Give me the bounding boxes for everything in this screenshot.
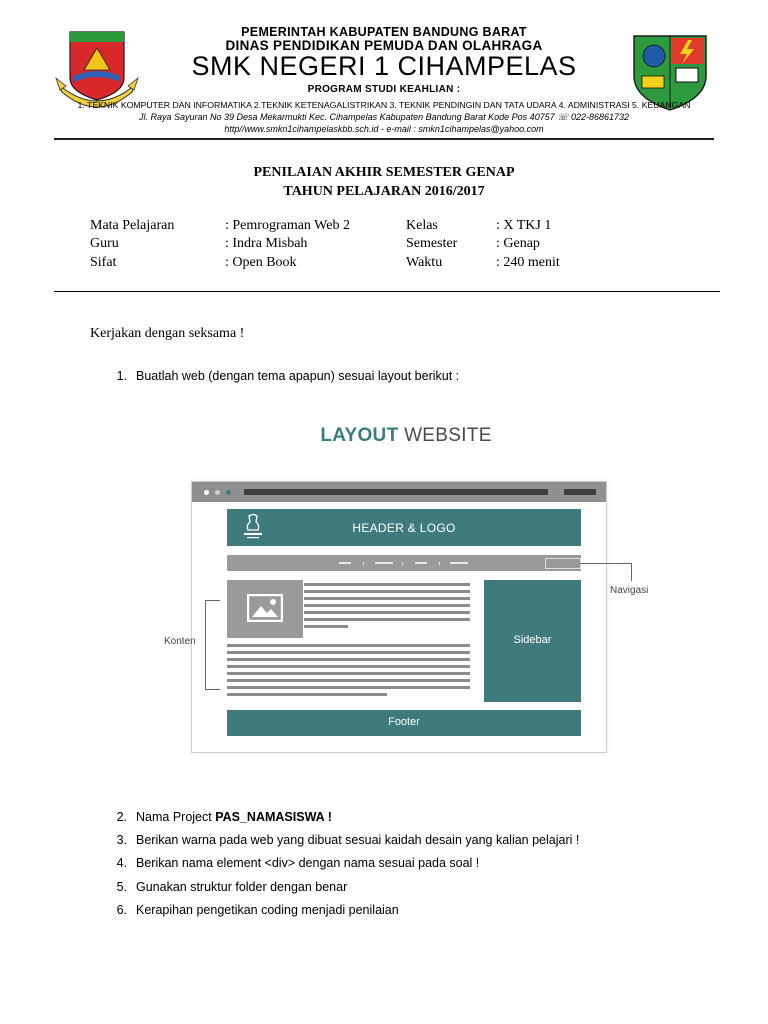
content-image-placeholder [227,580,303,638]
footer-block [227,710,581,736]
content-text-line [227,686,470,689]
navigation-bar [227,555,581,571]
nav-menu-item [339,562,351,564]
content-text-line [304,611,470,614]
exam-title: PENILAIAN AKHIR SEMESTER GENAP [253,165,515,180]
info-value-subject: : Pemrograman Web 2 [225,218,350,233]
department-name: DINAS PENDIDIKAN PEMUDA DAN OLAHRAGA [225,38,543,53]
window-dot-icon [215,490,220,495]
item-number: 5. [116,880,127,894]
program-heading: PROGRAM STUDI KEAHLIAN : [307,84,461,95]
nav-menu-item [375,562,393,564]
content-text-line [304,618,470,621]
info-label-class: Kelas [406,218,438,233]
item-text-plain: Nama Project [136,810,216,824]
window-dot-icon [226,490,231,495]
info-value-teacher: : Indra Misbah [225,236,308,251]
government-name: PEMERINTAH KABUPATEN BANDUNG BARAT [241,25,527,39]
header-label: HEADER & LOGO [352,521,456,535]
item-text: Gunakan struktur folder dengan benar [136,880,348,894]
content-text-line [227,658,470,661]
item-number: 1. [116,369,127,383]
info-label-nature: Sifat [90,255,117,270]
item-text: Berikan nama element <div> dengan nama sesuai pada soal ! [136,856,480,870]
school-address: Jl. Raya Sayuran No 39 Desa Mekarmukti Kec. Cihampelas Kabupaten Bandung Barat Kode Pos 40757 ☏ 022-86861732 [138,112,630,122]
content-text-line [227,665,470,668]
nav-separator [439,562,440,565]
item-number: 6. [116,903,127,917]
content-text-line [227,644,470,647]
academic-year: TAHUN PELAJARAN 2016/2017 [283,184,485,199]
window-dot-icon [204,490,209,495]
info-divider [54,291,720,292]
nav-search-box [545,558,581,569]
info-value-semester: : Genap [496,236,540,251]
school-contact: http//www.smkn1cihampelaskbb.sch.id - e-mail : smkn1cihampelas@yahoo.com [224,124,544,134]
sidebar-block [484,580,581,702]
sidebar-label: Sidebar [513,634,552,646]
content-text-line [227,672,470,675]
content-text-line [304,625,348,628]
content-text-line [304,583,470,586]
letterhead-divider [54,138,714,140]
content-annotation: Konten [164,636,196,647]
item-number: 4. [116,856,127,870]
item-text: Berikan warna pada web yang dibuat sesuai kaidah desain yang kalian pelajari ! [136,833,580,847]
item-number: 3. [116,833,127,847]
project-name: PAS_NAMASISWA ! [215,810,332,824]
navigation-annotation: Navigasi [610,585,649,596]
figure-title-bold: LAYOUT [320,425,399,446]
browser-titlebar [192,482,606,502]
browser-controls [564,489,596,495]
footer-label: Footer [388,716,420,728]
program-list: 1. TEKNIK KOMPUTER DAN INFORMATIKA 2.TEKNIK KETENAGALISTRIKAN 3. TEKNIK PENDINGIN DAN TATA UDARA 4. ADMINISTRASI 5. KEUANGAN [77,100,691,110]
image-icon [247,594,283,622]
content-text-line [227,693,387,696]
browser-mockup [191,481,607,753]
header-block [227,509,581,546]
info-value-nature: : Open Book [225,255,297,270]
info-label-semester: Semester [406,236,458,251]
school-name: SMK NEGERI 1 CIHAMPELAS [191,51,577,81]
figure-title [0,425,768,447]
address-bar [244,489,548,495]
navigation-pointer-drop [631,563,632,581]
navigation-pointer-line [580,563,632,564]
item-number: 2. [116,810,127,824]
nav-menu-item [415,562,427,564]
instruction-text: Kerjakan dengan seksama ! [90,326,245,341]
content-text-line [227,651,470,654]
nav-separator [363,562,364,565]
content-text-line [304,604,470,607]
nav-separator [402,562,403,565]
info-label-teacher: Guru [90,236,119,251]
info-label-subject: Mata Pelajaran [90,218,175,233]
info-value-time: : 240 menit [496,255,560,270]
item-text [136,810,332,824]
info-value-class: : X TKJ 1 [496,218,552,233]
figure-title-rest: WEBSITE [398,425,492,446]
info-label-time: Waktu [406,255,443,270]
item-text: Kerapihan pengetikan coding menjadi penilaian [136,903,399,917]
content-text-line [304,590,470,593]
content-bracket [205,600,220,690]
content-text-line [304,597,470,600]
nav-menu-item [450,562,468,564]
content-text-line [227,679,470,682]
item-text: Buatlah web (dengan tema apapun) sesuai layout berikut : [136,369,460,383]
